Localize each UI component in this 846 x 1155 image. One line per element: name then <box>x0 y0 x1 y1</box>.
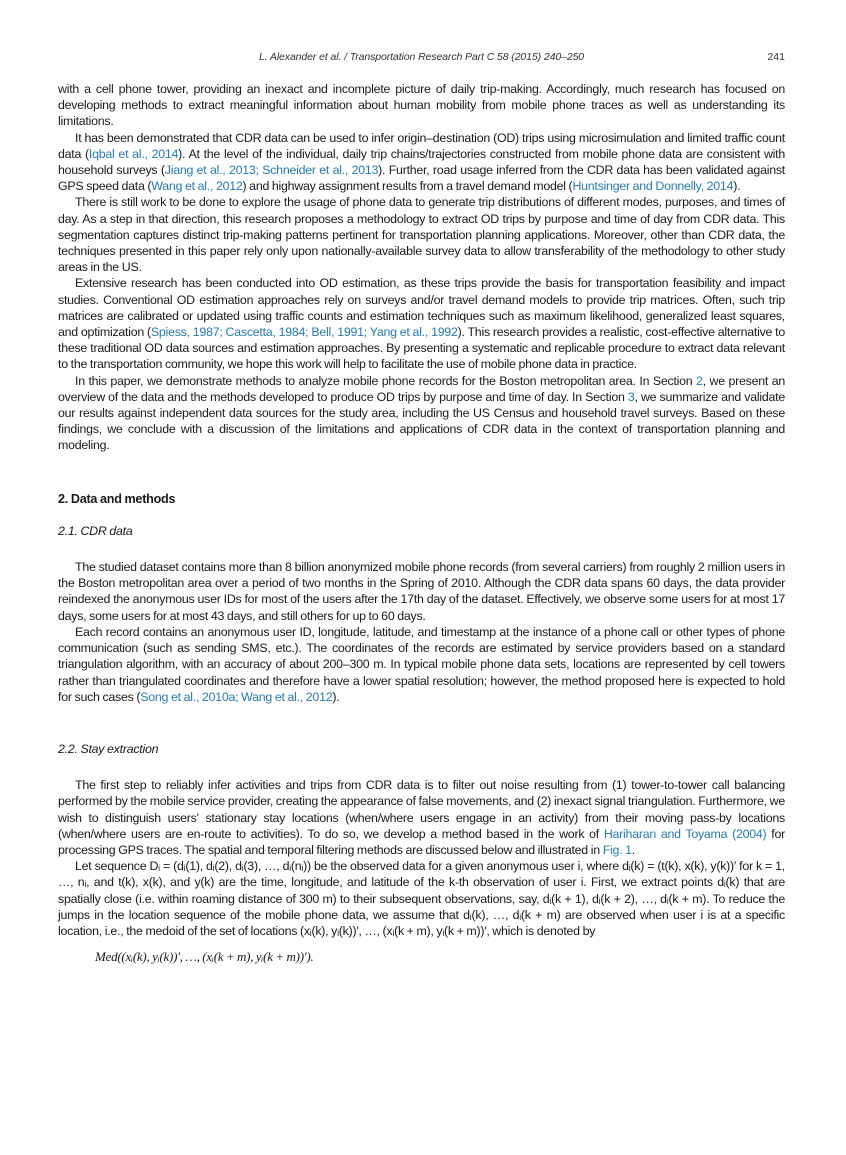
section-heading: 2. Data and methods <box>58 491 176 506</box>
intro-paragraph-1: with a cell phone tower, providing an inexact and incomplete picture of daily trip-making. Accordingly, much research has focused on developing methods to extract meaningful information about human mobility from mobile phone traces as well as understanding its limitations. <box>58 82 785 129</box>
citation-link[interactable]: Spiess, 1987; Cascetta, 1984; Bell, 1991; Yang et al., 1992 <box>150 325 458 340</box>
page-number: 241 <box>767 51 785 63</box>
text-run: The first step to reliably infer activities and trips from CDR data is to filter out noise resulting from (1) tower-to-tower call balancing performed by the mobile service provider, creating the appearance of false movements, and (2) inexact signal triangulation. Furthermore, we wish to distinguish users' stationary stay locations (when/where users engage in an activity) from their moving pass-by locations (when/where users are en-route to activities). To do so, we develop a method based in the work of <box>58 778 785 841</box>
intro-paragraph-3: There is still work to be done to explore the usage of phone data to generate trip distributions of different modes, purposes, and times of day. As a step in that direction, this research proposes a methodology to extract OD trips by purpose and time of day from CDR data. This segmentation captures distinct trip-making patterns pertinent for transportation planning applications. Moreover, other than CDR data, the techniques presented in this paper rely only upon nationally-available survey data to allow transferability of the methodology to other study areas in the US. <box>58 195 785 275</box>
intro-paragraph-5 <box>58 373 785 454</box>
medoid-equation: Med((xᵢ(k), yᵢ(k))′, …, (xᵢ(k + m), yᵢ(k + m))′). <box>95 949 314 965</box>
section-link[interactable]: 2 <box>696 373 703 388</box>
running-head <box>58 51 785 67</box>
citation-link[interactable]: Hariharan and Toyama (2004) <box>603 826 767 841</box>
intro-paragraph-2 <box>58 130 785 195</box>
stay-paragraph-1 <box>58 777 785 858</box>
section-link[interactable]: 3 <box>627 389 635 404</box>
figure-link[interactable]: Fig. 1 <box>602 842 632 857</box>
text-run: ). This research provides a realistic, cost-effective alternative to these traditional OD data sources and estimation approaches. By presenting a systematic and replicable procedure to extract data relevant to the transportation community, we hope this work will help to facilitate the use of mobile phone data in practice. <box>58 325 785 372</box>
body-text <box>58 81 785 973</box>
text-run: In this paper, we demonstrate methods to analyze mobile phone records for the Boston metropolitan area. In Section <box>75 373 697 388</box>
text-run: , we present an overview of the data and the methods developed to produce OD trips by purpose and time of day. In Section <box>58 373 785 404</box>
citation-link[interactable]: Jiang et al., 2013; Schneider et al., 2013 <box>164 163 379 178</box>
text-run: ) and highway assignment results from a travel demand model ( <box>242 179 573 194</box>
text-run: ). <box>733 179 741 194</box>
text-run: ). <box>332 689 340 704</box>
text-run: ). Further, road usage inferred from the CDR data has been validated against GPS speed data ( <box>58 163 785 194</box>
intro-paragraph-4 <box>58 275 785 372</box>
citation-link[interactable]: Wang et al., 2012 <box>151 179 243 194</box>
citation-link[interactable]: Song et al., 2010a; Wang et al., 2012 <box>140 689 333 704</box>
subsection-heading: 2.1. CDR data <box>58 523 133 538</box>
text-run: . <box>631 842 635 857</box>
text-run: ). At the level of the individual, daily trip chains/trajectories constructed from mobile phone data are consistent with household surveys ( <box>58 146 785 178</box>
running-title: L. Alexander et al. / Transportation Research Part C 58 (2015) 240–250 <box>258 51 585 63</box>
text-run: It has been demonstrated that CDR data can be used to infer origin–destination (OD) trips using microsimulation and limited traffic count data ( <box>58 130 785 161</box>
text-run: Extensive research has been conducted into OD estimation, as these trips provide the basis for transportation feasibility and impact studies. Conventional OD estimation approaches rely on surveys and/or travel demand models to provide trip matrices. Often, such trip matrices are calibrated or updated using traffic counts and estimation techniques such as maximum likelihood, generalized least squares, and optimization ( <box>58 276 785 340</box>
citation-link[interactable]: Iqbal et al., 2014 <box>88 146 179 161</box>
cdr-paragraph-2 <box>58 624 785 705</box>
subsection-heading: 2.2. Stay extraction <box>58 741 159 756</box>
text-run: for processing GPS traces. The spatial and temporal filtering methods are discussed below and illustrated in <box>58 826 785 857</box>
stay-paragraph-2: Let sequence Dᵢ = (dᵢ(1), dᵢ(2), dᵢ(3), …, dᵢ(nᵢ)) be the observed data for a given anonymous user i, where dᵢ(k) = (t(k), x(k), y(k))′ for k = 1, …, nᵢ, and t(k), x(k), and y(k) are the time, longitude, and latitude of the k-th observation of user i. First, we extract points dᵢ(k) that are spatially close (i.e. within roaming distance of 300 m) to their subsequent observations, say, dᵢ(k + 1), dᵢ(k + 2), …, dᵢ(k + m). To reduce the jumps in the location sequence of the mobile phone data, we assume that dᵢ(k), …, dᵢ(k + m) are observed when user i is at a specific location, i.e., the medoid of the set of locations (xᵢ(k), yᵢ(k))′, …, (xᵢ(k + m), yᵢ(k + m))′, which is denoted by <box>58 859 785 938</box>
citation-link[interactable]: Huntsinger and Donnelly, 2014 <box>572 179 734 194</box>
text-run: , we summarize and validate our results against independent data sources for the study area, including the US Census and household travel surveys. Based on these findings, we conclude with a discussion of the limitations and applications of CDR data in the context of transportation planning and modeling. <box>58 389 785 453</box>
cdr-paragraph-1: The studied dataset contains more than 8 billion anonymized mobile phone records (from several carriers) from roughly 2 million users in the Boston metropolitan area over a period of two months in the Spring of 2010. Although the CDR data spans 60 days, the data provider reindexed the anonymous user IDs for most of the users after the 17th day of the dataset. Effectively, we observe some users for at most 17 days, some users for at most 43 days, and still others for up to 60 days. <box>58 560 785 623</box>
text-run: Each record contains an anonymous user ID, longitude, latitude, and timestamp at the instance of a phone call or other types of phone communication (such as sending SMS, etc.). The coordinates of the records are estimated by service providers based on a standard triangulation algorithm, with an accuracy of about 200–300 m. In typical mobile phone data sets, locations are represented by cell towers rather than triangulated coordinates and therefore have a lower spatial resolution; however, the method proposed here is expected to hold for such cases ( <box>58 624 785 704</box>
